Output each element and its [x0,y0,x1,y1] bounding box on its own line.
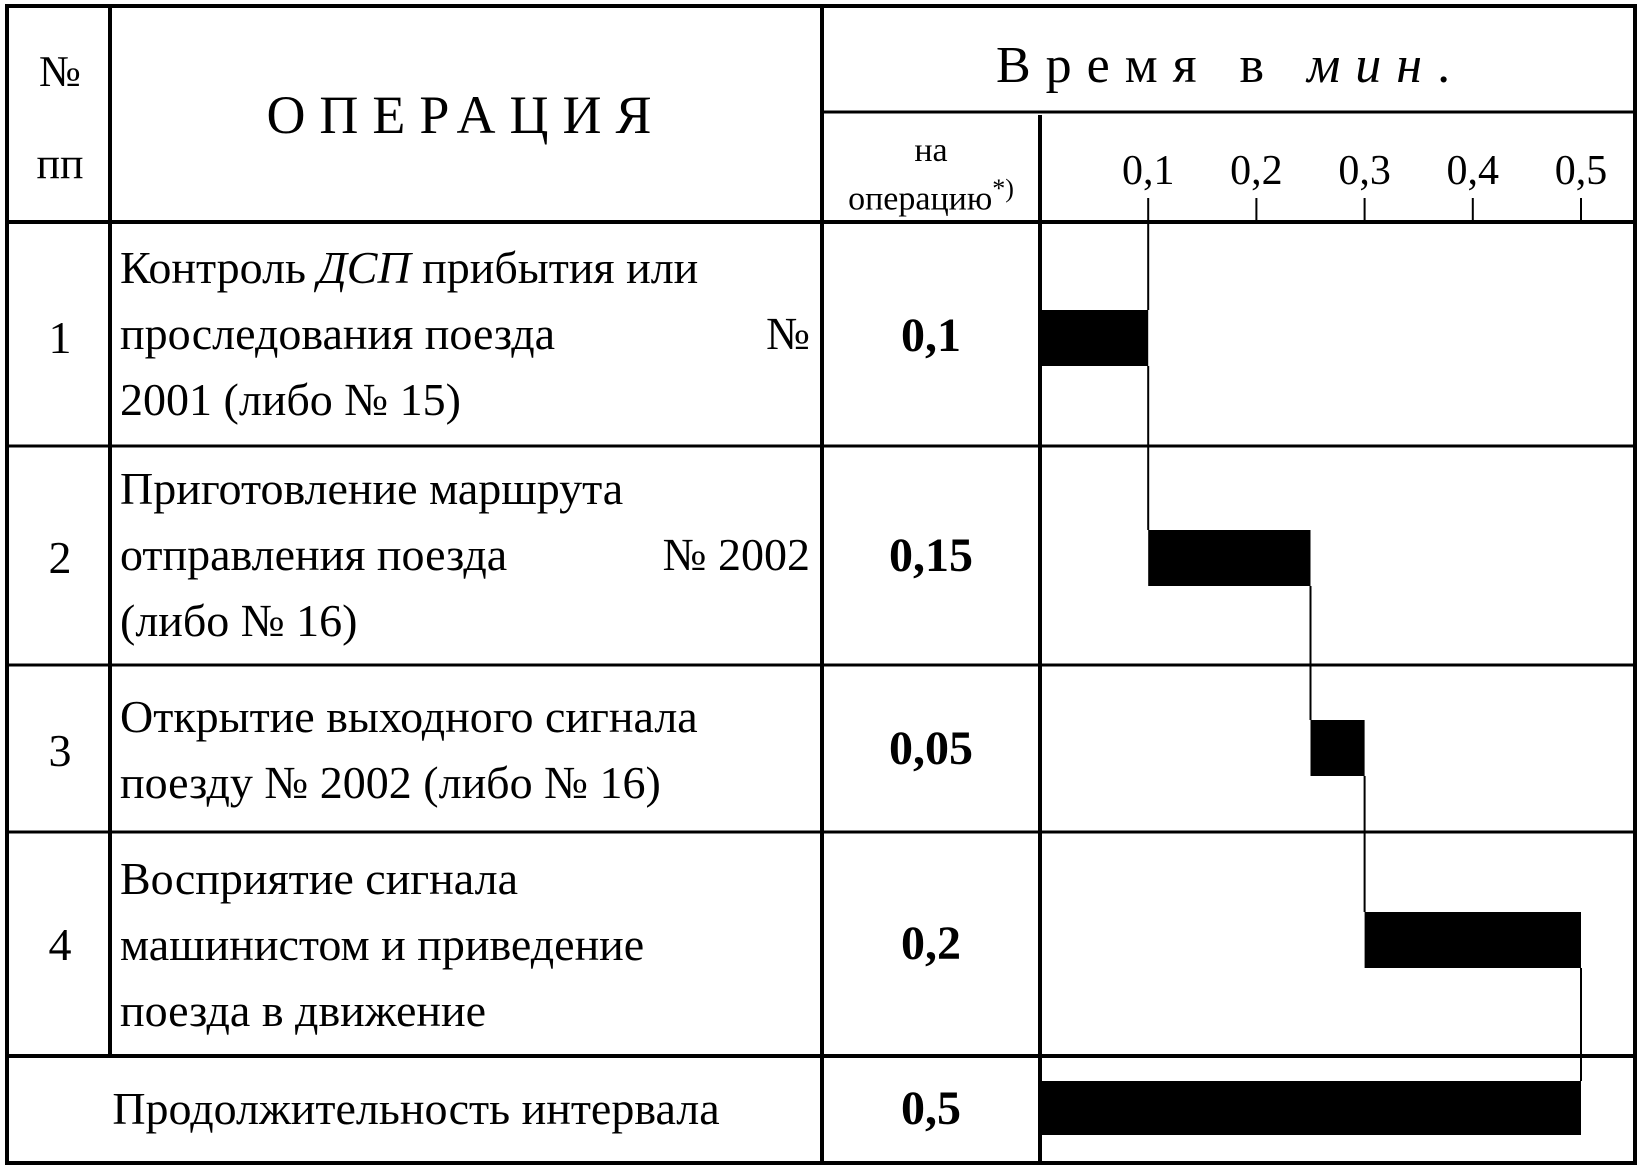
timeline-bar [1365,912,1581,968]
row-1-desc-a: Контроль [120,242,318,293]
row-3-desc-line2: поезду № 2002 (либо № 16) [120,757,661,808]
row-1-value: 0,1 [901,309,961,362]
row-4-value: 0,2 [901,917,961,970]
timeline-bars [1040,310,1581,1135]
row-4-number: 4 [48,919,72,970]
timeline-bar [1148,530,1310,586]
row-1-desc-line2-right: № [766,308,810,359]
axis-tick-label: 0,5 [1554,148,1608,194]
axis-tick-label: 0,3 [1338,148,1391,194]
row-3-description [120,684,820,816]
row-2-value: 0,15 [889,529,973,582]
row-3-value: 0,05 [889,722,973,775]
row-2-desc-line2 [120,522,810,588]
timeline-bar [1040,310,1148,366]
row-1-desc-italic: ДСП [317,242,411,293]
row-3-number: 3 [48,725,72,776]
row-1-number: 1 [48,312,72,363]
header-operation: ОПЕРАЦИЯ [266,85,666,145]
header-per-op-text: операцию [848,180,993,218]
header-time-prefix: Время в [995,37,1280,94]
axis-tick-label: 0,4 [1446,148,1500,194]
total-value: 0,5 [901,1082,961,1135]
row-1-desc-line3: 2001 (либо № 15) [120,374,462,425]
row-2-description [120,456,810,654]
header-number-symbol: № [39,47,81,96]
header-per-op-line2 [826,176,1036,216]
row-2-desc-line3: (либо № 16) [120,595,358,646]
row-1-desc-line2-left: проследования поезда [120,308,556,359]
header-time [826,37,1635,94]
row-2-number: 2 [48,532,72,583]
row-1-desc-line1 [120,235,810,301]
total-label: Продолжительность интервала [112,1083,720,1134]
row-2-desc-line2-right: № 2002 [662,529,810,580]
header-time-dot: . [1437,37,1466,94]
axis-tick-label: 0,2 [1230,148,1283,194]
header-time-unit: мин [1307,37,1438,94]
time-axis-ticks [1148,198,1581,222]
row-1-desc-line2 [120,301,810,367]
row-4-description [120,846,810,1044]
row-3-desc-line1: Открытие выходного сигнала [120,691,698,742]
axis-tick-label: 0,1 [1121,148,1175,194]
header-per-op-mark: *) [992,174,1014,203]
row-1-description [120,235,810,433]
timeline-bar [1040,1081,1581,1135]
row-4-desc-line2: машинистом и приведение [120,919,645,970]
row-2-desc-line1: Приготовление маршрута [120,463,624,514]
row-4-desc-line3: поезда в движение [120,985,487,1036]
header-per-op-line1: на [914,132,948,169]
row-2-desc-line2-left: отправления поезда [120,529,508,580]
timeline-bar [1311,720,1365,776]
header-number-abbrev: пп [36,139,84,188]
row-4-desc-line1: Восприятие сигнала [120,853,518,904]
row-1-desc-b: прибытия или [410,242,699,293]
